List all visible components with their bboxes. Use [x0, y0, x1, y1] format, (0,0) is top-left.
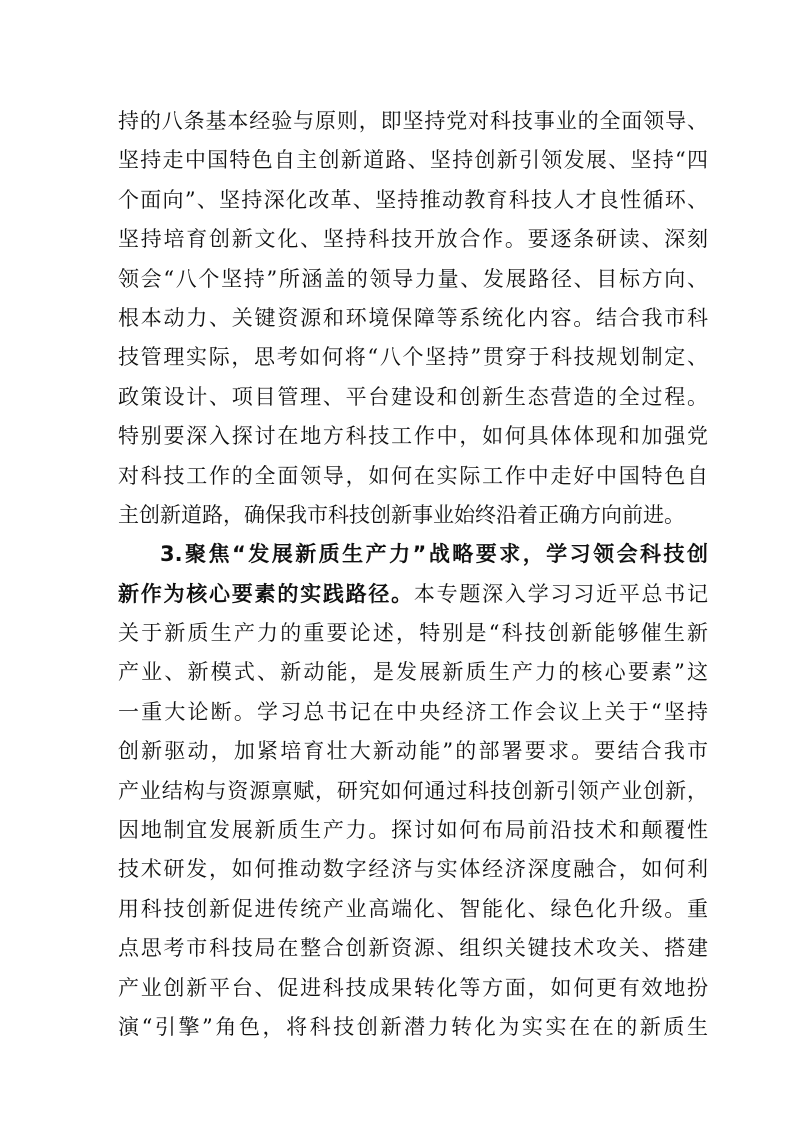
text-line: 个面向”、坚持深化改革、坚持推动教育科技人才良性循环、: [118, 187, 708, 212]
text-line: 坚持培育创新文化、坚持科技开放合作。要逐条研读、深刻: [118, 227, 708, 252]
text-line: 坚持走中国特色自主创新道路、坚持创新引领发展、坚持“四: [118, 148, 708, 173]
section-heading: 3.聚焦“发展新质生产力”战略要求，学习领会科技创: [160, 542, 708, 567]
text-line: [118, 575, 708, 614]
text-line: 用科技创新促进传统产业高端化、智能化、绿色化升级。重: [118, 896, 708, 921]
text-line: 创新驱动，加紧培育壮大新动能”的部署要求。要结合我市: [118, 739, 708, 764]
text-line: 持的八条基本经验与原则，即坚持党对科技事业的全面领导、: [118, 109, 708, 133]
text-line: 产业创新平台、促进科技成果转化等方面，如何更有效地扮: [118, 975, 708, 1000]
text-line: 一重大论断。学习总书记在中央经济工作会议上关于“坚持: [118, 699, 708, 724]
text-line: 根本动力、关键资源和环境保障等系统化内容。结合我市科: [118, 305, 708, 330]
text-line: 政策设计、项目管理、平台建设和创新生态营造的全过程。: [118, 384, 708, 409]
text-line: 产业结构与资源禀赋，研究如何通过科技创新引领产业创新，: [118, 778, 708, 803]
paragraph-new-quality-productivity: [118, 535, 708, 1047]
text-line: 特别要深入探讨在地方科技工作中，如何具体体现和加强党: [118, 424, 708, 449]
paragraph-eight-principles: [118, 102, 708, 535]
text-line: 点思考市科技局在整合创新资源、组织关键技术攻关、搭建: [118, 936, 708, 961]
text-line: 领会“八个坚持”所涵盖的领导力量、发展路径、目标方向、: [118, 266, 708, 291]
text-line: 因地制宜发展新质生产力。探讨如何布局前沿技术和颠覆性: [118, 818, 708, 843]
text-line: 主创新道路，确保我市科技创新事业始终沿着正确方向前进。: [118, 502, 685, 527]
text-line: 技术研发，如何推动数字经济与实体经济深度融合，如何利: [118, 857, 708, 882]
text-line: 技管理实际，思考如何将“八个坚持”贯穿于科技规划制定、: [118, 345, 708, 370]
text-line: 产业、新模式、新动能，是发展新质生产力的核心要素”这: [118, 660, 708, 685]
section-heading-continued: 新作为核心要素的实践路径。: [118, 581, 414, 606]
document-body: [118, 102, 708, 1047]
text-line: 演“引擎”角色，将科技创新潜力转化为实实在在的新质生: [118, 1014, 708, 1039]
text-segment: 本专题深入学习习近平总书记: [413, 581, 709, 606]
text-line: 对科技工作的全面领导，如何在实际工作中走好中国特色自: [118, 463, 708, 488]
text-line: 关于新质生产力的重要论述，特别是“科技创新能够催生新: [118, 621, 708, 646]
